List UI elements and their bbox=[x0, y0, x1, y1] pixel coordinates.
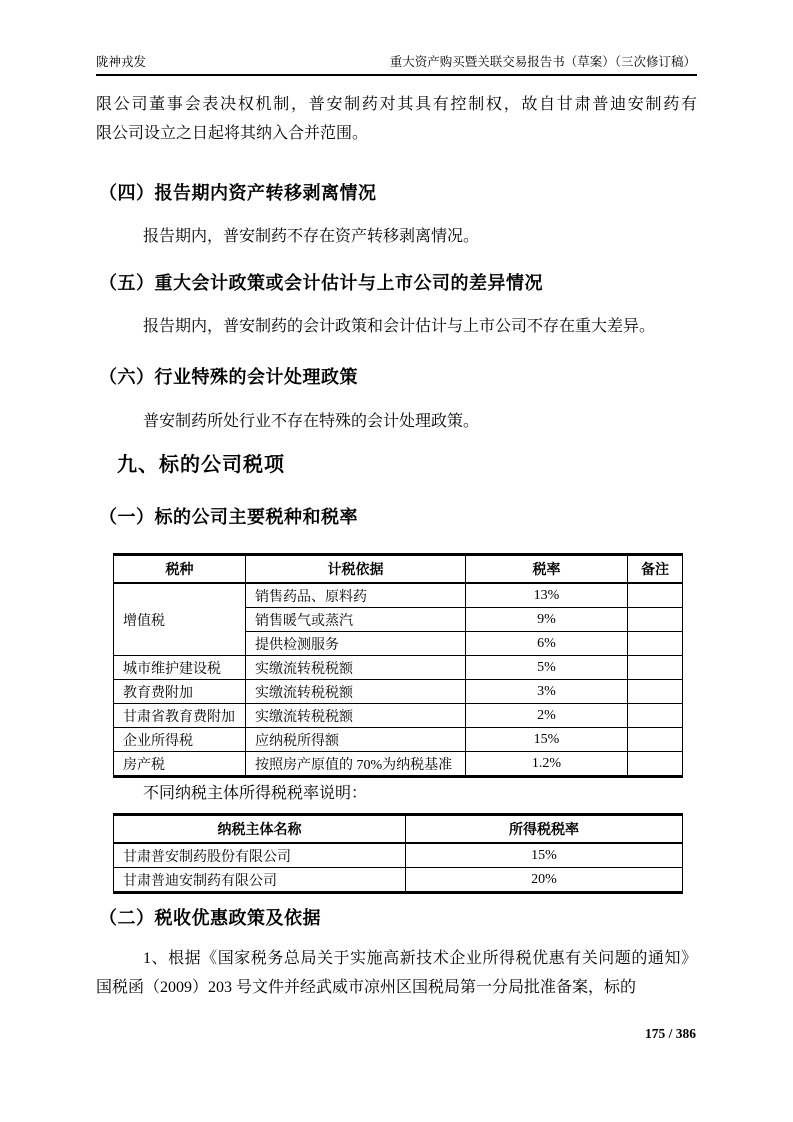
col-header-income-tax-rate: 所得税税率 bbox=[406, 815, 683, 844]
paragraph-line: 报告期内，普安制药不存在资产转移剥离情况。 bbox=[143, 228, 480, 245]
tax-rate-table bbox=[113, 553, 683, 778]
table-row bbox=[114, 704, 683, 728]
section-9-2-body bbox=[96, 944, 697, 1002]
intro-paragraph bbox=[96, 90, 697, 148]
remark-cell bbox=[628, 608, 683, 632]
col-header-tax-type: 税种 bbox=[114, 555, 246, 584]
header-rule bbox=[96, 74, 697, 76]
section-5-body bbox=[96, 312, 697, 341]
tax-type-cell: 教育费附加 bbox=[114, 680, 246, 704]
table-header-row bbox=[114, 815, 683, 844]
remark-cell bbox=[628, 680, 683, 704]
tax-rate-cell: 9% bbox=[466, 608, 628, 632]
header-company-name: 陇神戎发 bbox=[96, 55, 147, 69]
tax-type-cell: 城市维护建设税 bbox=[114, 656, 246, 680]
table-row bbox=[114, 752, 683, 777]
entity-name-cell: 甘肃普安制药股份有限公司 bbox=[114, 843, 406, 868]
tax-basis-cell: 提供检测服务 bbox=[246, 632, 466, 656]
remark-cell bbox=[628, 728, 683, 752]
tax-type-cell: 甘肃省教育费附加 bbox=[114, 704, 246, 728]
heading-section-5: （五）重大会计政策或会计估计与上市公司的差异情况 bbox=[99, 273, 543, 293]
tax-rate-cell: 2% bbox=[466, 704, 628, 728]
paragraph-line: 国税函（2009）203 号文件并经武威市凉州区国税局第一分局批准备案，标的 bbox=[96, 979, 637, 996]
paragraph-line: 报告期内，普安制药的会计政策和会计估计与上市公司不存在重大差异。 bbox=[143, 318, 656, 335]
col-header-tax-basis: 计税依据 bbox=[246, 555, 466, 584]
tax-basis-cell: 按照房产原值的 70%为纳税基准 bbox=[246, 752, 466, 777]
page-number: 175 / 386 bbox=[644, 1026, 696, 1041]
tax-basis-cell: 销售暖气或蒸汽 bbox=[246, 608, 466, 632]
tax-basis-cell: 实缴流转税税额 bbox=[246, 680, 466, 704]
col-header-entity-name: 纳税主体名称 bbox=[114, 815, 406, 844]
tax-type-cell: 增值税 bbox=[114, 583, 246, 656]
tax-basis-cell: 实缴流转税税额 bbox=[246, 656, 466, 680]
paragraph-line: 限公司设立之日起将其纳入合并范围。 bbox=[96, 125, 369, 142]
heading-section-6: （六）行业特殊的会计处理政策 bbox=[99, 367, 358, 387]
tax-rate-cell: 1.2% bbox=[466, 752, 628, 777]
remark-cell bbox=[628, 704, 683, 728]
tax-type-cell: 房产税 bbox=[114, 752, 246, 777]
income-tax-table bbox=[113, 813, 683, 894]
heading-section-4: （四）报告期内资产转移剥离情况 bbox=[99, 183, 377, 203]
table-row bbox=[114, 680, 683, 704]
tax-rate-cell: 5% bbox=[466, 656, 628, 680]
tax-basis-cell: 应纳税所得额 bbox=[246, 728, 466, 752]
tax-rate-cell: 15% bbox=[466, 728, 628, 752]
tax-rate-cell: 3% bbox=[466, 680, 628, 704]
table-row bbox=[114, 868, 683, 893]
paragraph-line: 不同纳税主体所得税税率说明： bbox=[143, 785, 368, 802]
remark-cell bbox=[628, 583, 683, 608]
paragraph-line: 限公司董事会表决权机制，普安制药对其具有控制权，故自甘肃普迪安制药有 bbox=[96, 96, 697, 113]
remark-cell bbox=[628, 656, 683, 680]
col-header-remark: 备注 bbox=[628, 555, 683, 584]
paragraph-line: 1、根据《国家税务总局关于实施高新技术企业所得税优惠有关问题的通知》 bbox=[143, 950, 697, 967]
header-report-title: 重大资产购买暨关联交易报告书（草案）（三次修订稿） bbox=[389, 55, 696, 69]
paragraph-line: 普安制药所处行业不存在特殊的会计处理政策。 bbox=[143, 413, 480, 430]
table-row bbox=[114, 656, 683, 680]
remark-cell bbox=[628, 752, 683, 777]
tax-rate-cell: 6% bbox=[466, 632, 628, 656]
heading-chapter-9: 九、标的公司税项 bbox=[117, 454, 285, 476]
col-header-tax-rate: 税率 bbox=[466, 555, 628, 584]
section-6-body bbox=[96, 407, 697, 436]
table-row bbox=[114, 583, 683, 608]
tax-rate-cell: 13% bbox=[466, 583, 628, 608]
tax-basis-cell: 销售药品、原料药 bbox=[246, 583, 466, 608]
remark-cell bbox=[628, 632, 683, 656]
heading-section-9-1: （一）标的公司主要税种和税率 bbox=[99, 507, 358, 527]
heading-section-9-2: （二）税收优惠政策及依据 bbox=[99, 908, 321, 928]
tax-type-cell: 企业所得税 bbox=[114, 728, 246, 752]
table-row bbox=[114, 728, 683, 752]
table-row bbox=[114, 843, 683, 868]
income-tax-rate-cell: 15% bbox=[406, 843, 683, 868]
tax-basis-cell: 实缴流转税税额 bbox=[246, 704, 466, 728]
note-paragraph bbox=[96, 779, 697, 808]
income-tax-rate-cell: 20% bbox=[406, 868, 683, 893]
table-header-row bbox=[114, 555, 683, 584]
section-4-body bbox=[96, 222, 697, 251]
entity-name-cell: 甘肃普迪安制药有限公司 bbox=[114, 868, 406, 893]
